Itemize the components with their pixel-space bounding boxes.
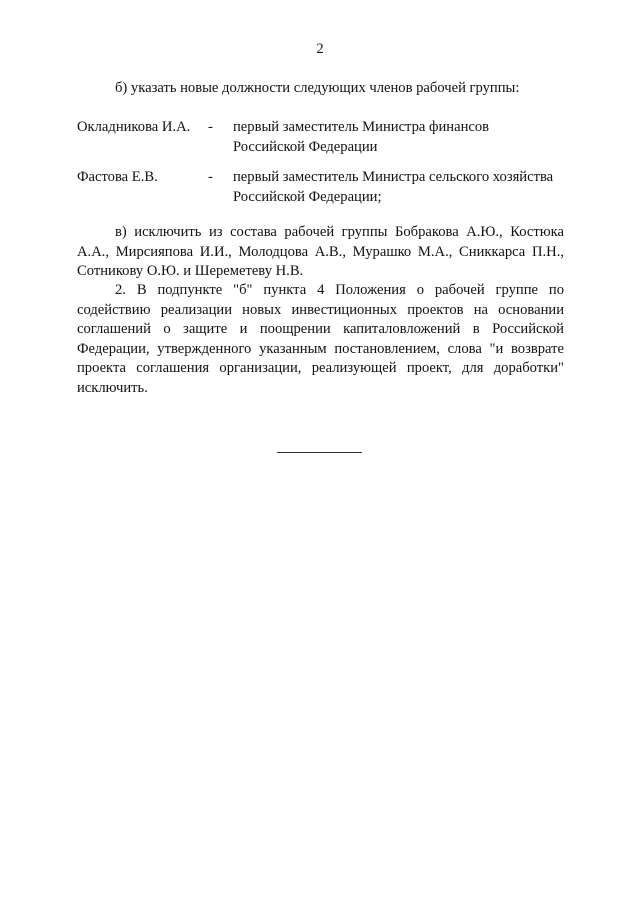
end-divider-line (277, 452, 362, 453)
member-row-okladnikova (77, 118, 564, 158)
member-position: первый заместитель Министра сельского хозяйства Российской Федерации; (233, 169, 554, 205)
paragraph-b: б) указать новые должности следующих членов рабочей группы: (115, 80, 520, 96)
paragraph-2: 2. В подпункте "б" пункта 4 Положения о рабочей группе по содействию реализации новых инвестиционных проектов на основании соглашений о защите и поощрении капиталовложений в Российской Федерации, утвержденного указанным постановлением, слова "и возврате проекта соглашения организации, реализующей проект, для доработки" исключить. (77, 282, 564, 396)
member-position: первый заместитель Министра финансов Российской Федерации (233, 119, 490, 155)
member-dash: - (208, 169, 213, 185)
member-name: Фастова Е.В. (77, 169, 158, 185)
page-number: 2 (316, 41, 324, 57)
paragraph-v: в) исключить из состава рабочей группы Бобракова А.Ю., Костюка А.А., Мирсияпова И.И., Молодцова А.В., Мурашко М.А., Сниккарса П.Н., Сотникову О.Ю. и Шереметеву Н.В. (77, 224, 564, 279)
member-dash: - (208, 119, 213, 135)
member-name: Окладникова И.А. (77, 119, 191, 135)
member-row-fastova (77, 168, 564, 208)
